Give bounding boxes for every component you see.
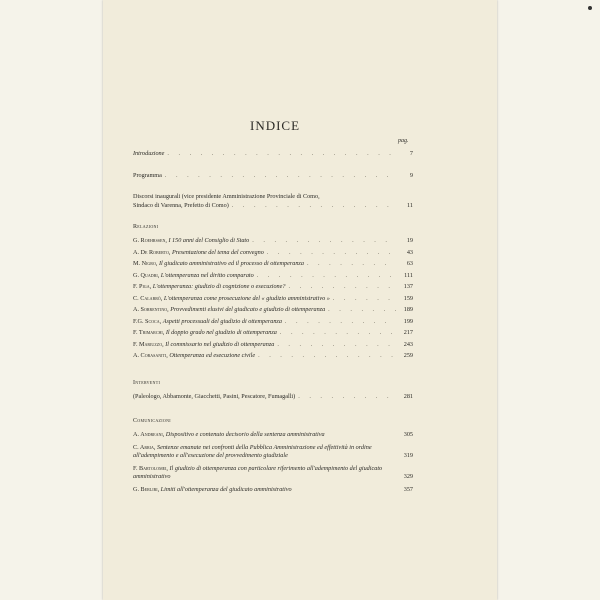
toc-entry-title: Il doppio grado nel giudizio di ottemperanza [165, 329, 277, 336]
toc-entry-author: F. Bartolomei, [133, 464, 168, 472]
toc-entry-title: Dispositivo e contenuto decisorio della sentenza amministrativa [165, 431, 325, 438]
toc-entry-programma[interactable] [133, 172, 413, 181]
toc-entry-author: G. Roehrssen, [133, 237, 167, 244]
toc-entry-page: 305 [403, 431, 413, 438]
toc-entry-title: Ottemperanza ed esecuzione civile [169, 352, 256, 359]
toc-entry-interventi[interactable] [133, 393, 413, 402]
toc-entry-page: 259 [403, 352, 413, 359]
toc-entry[interactable] [133, 283, 413, 295]
toc-entry-page: 217 [403, 329, 413, 336]
toc-entry[interactable] [133, 272, 413, 284]
toc-entry-title: L'ottemperanza: giudizio di cognizione o esecuzione? [152, 283, 286, 290]
toc-entry-title: Aspetti processuali del giudizio di ottemperanza [162, 317, 282, 325]
section-heading-interventi: Interventi [133, 380, 161, 386]
corner-mark [588, 6, 592, 10]
toc-entry[interactable] [133, 444, 413, 461]
toc-entry-author: G. Quadri, [133, 271, 160, 279]
toc-entry-page: 281 [403, 393, 413, 400]
toc-entry[interactable] [133, 352, 413, 364]
toc-entry-title: Introduzione [133, 150, 165, 157]
relazioni-list [133, 237, 413, 364]
toc-entry-page: 7 [409, 150, 413, 157]
toc-entry-page: 159 [403, 294, 413, 302]
toc-entry-author: G. Berliri, [133, 485, 160, 493]
toc-entry-title: Il giudicato amministrativo ed il processo di ottemperanza [158, 260, 304, 267]
toc-entry-title: Provvedimenti elusivi del giudicato e giudizio di ottemperanza [170, 306, 326, 313]
comunicazioni-list [133, 431, 413, 498]
toc-entry-page: 111 [404, 271, 413, 279]
toc-entry-page: 189 [403, 306, 413, 313]
toc-entry-title: Sentenze emanate nei confronti della Pubblica Amministrazione ed effettività in ordine all'adempimento e all'esecuzione del provvedimento giudiziale [133, 443, 372, 459]
toc-entry-page: 357 [403, 485, 413, 493]
toc-entry-discorsi[interactable] [133, 193, 413, 210]
toc-entry-title-line1: Discorsi inaugurali (vice presidente Amministrazione Provinciale di Como, [133, 193, 320, 200]
toc-entry-title: L'ottemperanza come prosecuzione del « giudizio amministrativo » [163, 294, 330, 302]
toc-entry[interactable] [133, 237, 413, 249]
toc-entry-title-line2: Sindaco di Varenna, Prefetto di Como) [133, 201, 229, 209]
toc-entry-page: 63 [406, 260, 413, 267]
toc-entry[interactable] [133, 306, 413, 318]
toc-entry-author: A. Andreani, [133, 431, 165, 438]
toc-entry-page: 329 [403, 473, 413, 480]
toc-entry-page: 19 [406, 237, 413, 244]
toc-entry-title: L'ottemperanza nel diritto comparato [160, 271, 254, 279]
toc-entry[interactable] [133, 431, 413, 440]
toc-entry-page: 199 [403, 317, 413, 325]
toc-entry[interactable] [133, 318, 413, 330]
toc-entry-title: Programma [133, 172, 162, 179]
toc-entry-author: F.G. Scoca, [133, 317, 162, 325]
toc-entry[interactable] [133, 329, 413, 341]
toc-entry-author: A. Corasaniti, [133, 352, 168, 359]
section-heading-comunicazioni: Comunicazioni [133, 418, 171, 424]
toc-entry-author: A. De Roberto, [133, 248, 171, 256]
page-column-label: pag. [398, 138, 409, 144]
toc-entry-page: 43 [406, 248, 413, 256]
toc-entry[interactable] [133, 295, 413, 307]
toc-entry-title: Presentazione del tema del convegno [171, 248, 264, 256]
toc-entry-introduzione[interactable] [133, 150, 413, 159]
toc-entry[interactable] [133, 465, 413, 482]
toc-entry-page: 9 [409, 172, 413, 179]
toc-entry[interactable] [133, 249, 413, 261]
toc-entry[interactable] [133, 260, 413, 272]
toc-entry-author: C. Arria, [133, 443, 156, 451]
toc-entry-author: A. Sorrentino, [133, 306, 169, 313]
toc-entry-author: C. Calabrò, [133, 294, 163, 302]
toc-entry-page: 243 [403, 340, 413, 348]
section-heading-relazioni: Relazioni [133, 224, 159, 230]
page-title: INDICE [250, 118, 301, 133]
toc-entry[interactable] [133, 341, 413, 353]
toc-entry-author: M. Nigro, [133, 260, 158, 267]
toc-entry-page: 137 [403, 283, 413, 290]
toc-entry-title: Limiti all'ottemperanza del giudicato amministrativo [160, 485, 292, 493]
toc-entry-title: Il commissario nel giudizio di ottemperanza [165, 340, 275, 348]
toc-entry-author: F. Trimarchi, [133, 329, 165, 336]
toc-entry-title: Il giudizio di ottemperanza con particolare riferimento all'adempimento del giudicato amministrativo [133, 464, 383, 480]
toc-entry-page: 11 [407, 201, 413, 209]
toc-entry-page: 319 [403, 452, 413, 459]
toc-entry-title: (Paleologo, Abbamonte, Giacchetti, Pasini, Pescatore, Fumagalli) [133, 393, 296, 400]
toc-entry[interactable] [133, 486, 413, 495]
toc-entry-title: I 150 anni del Consiglio di Stato [168, 237, 250, 244]
toc-entry-author: F. Mariuzzo, [133, 340, 164, 348]
toc-entry-author: F. Piga, [133, 283, 152, 290]
